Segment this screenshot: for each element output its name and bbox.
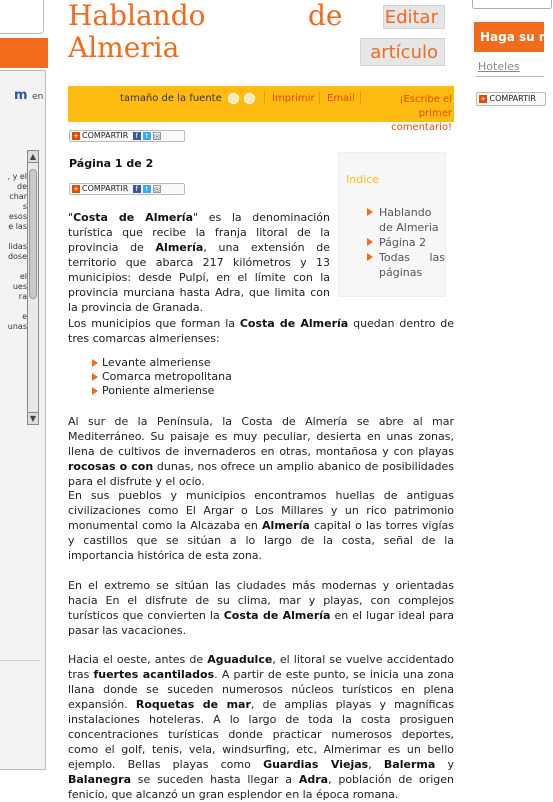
twitter-icon[interactable]: t	[143, 185, 151, 193]
email-link[interactable]: Email	[327, 93, 355, 104]
left-panel-heading: m en	[14, 88, 44, 103]
list-item: Comarca metropolitana	[92, 370, 232, 384]
left-panel-line: e	[22, 312, 27, 321]
article-paragraph	[68, 488, 454, 563]
font-size-label: tamaño de la fuente	[120, 93, 222, 104]
left-scrollbar[interactable]	[27, 150, 39, 425]
plus-icon: +	[73, 184, 79, 193]
toolbar-separator	[319, 92, 320, 104]
title-word-3: Almeria	[68, 31, 180, 64]
text: y	[435, 758, 454, 771]
article-paragraph	[68, 316, 454, 346]
plus-icon: +	[480, 94, 486, 103]
left-panel-line	[0, 232, 27, 242]
bold-text: Adra	[298, 773, 329, 786]
bold-text: fuertes acantilados	[93, 668, 215, 681]
text: " es la denominación turística que recibe la franja litoral de la provincia de	[68, 211, 330, 254]
bold-text: Balerma	[383, 758, 436, 771]
bold-text: Almería	[155, 241, 204, 254]
text: , una extensión de territorio que abarca 217 kilómetros y 13 municipios: desde Pulpí, en el límite con la provincia murciana hasta Adra, que limita con la provincia de Granada.	[68, 241, 331, 314]
left-panel-line: unas	[7, 322, 27, 331]
right-share-label: COMPARTIR	[489, 94, 536, 103]
left-orange-header	[0, 38, 48, 68]
text: Al sur de la Península, la Costa de Almería se abre al mar Mediterráneo. Su paisaje es muy peculiar, desierta en unas zonas, llena de cultivos de invernaderos en otras, montañosa y con playas	[68, 415, 454, 458]
right-top-box	[472, 0, 552, 9]
index-list	[365, 205, 445, 280]
index-item[interactable]: Todas las páginas	[365, 250, 445, 280]
font-decrease-icon[interactable]	[228, 93, 239, 104]
left-panel-line: de	[17, 182, 27, 191]
left-panel-line: char	[9, 192, 27, 201]
text: Hacia el oeste, antes de	[68, 653, 208, 666]
email-icon[interactable]: ✉	[153, 132, 160, 141]
toolbar-separator	[264, 92, 265, 104]
bold-text: Guardias Viejas	[263, 758, 369, 771]
text: en el lugar ideal para pasar las vacaciones.	[68, 609, 454, 637]
text: En el extremo se sitúan las ciudades más modernas y orientadas hacia	[68, 579, 454, 607]
edit-button[interactable]: Editar	[383, 5, 445, 29]
share-button[interactable]	[69, 130, 185, 142]
scroll-up-icon[interactable]: ▲	[29, 152, 37, 161]
text: En sus pueblos y municipios encontramos huellas de antiguas civilizaciones como El Argar o Los Millares y un rico patrimonio monumental como la Alcazaba en	[68, 489, 454, 532]
title-word-2: de	[308, 0, 343, 32]
text: , población de origen fenicio, que alcanzó un gran esplendor en la época romana.	[68, 773, 454, 801]
left-panel-line: ra	[18, 292, 27, 301]
toolbar-separator	[360, 92, 361, 104]
right-share-button[interactable]	[476, 92, 546, 106]
text: capital o las torres vigías y castillos que se sitúan a lo largo de la costa, señal de la importancia histórica de esta zona.	[68, 519, 454, 562]
left-panel-line	[0, 262, 27, 272]
twitter-icon[interactable]: t	[143, 132, 151, 140]
text: , de amplias playas y magníficas instalaciones hoteleras. A lo largo de toda la costa prosiguen concentraciones turísticas donde practicar numerosos deportes, como el golf, tenis, vela, windsurfing, etc, Almerimar es un bello ejemplo. Bellas playas como	[68, 698, 455, 771]
left-panel-line: el	[19, 272, 27, 281]
article-paragraph	[68, 652, 454, 802]
text: quedan dentro de tres comarcas almerienses:	[68, 317, 454, 345]
left-panel-text	[0, 172, 27, 332]
article-paragraph	[68, 578, 454, 638]
index-title: Indice	[346, 173, 380, 186]
bold-text: Roquetas de mar	[135, 698, 251, 711]
scroll-thumb[interactable]	[29, 169, 37, 299]
left-panel-line: esos	[8, 212, 27, 221]
bold-text: Costa de Almería	[73, 211, 194, 224]
index-box	[338, 152, 446, 297]
edit-article-button[interactable]: artículo	[360, 38, 445, 66]
facebook-icon[interactable]: f	[133, 185, 141, 193]
index-item[interactable]: Página 2	[365, 235, 445, 250]
article-toolbar	[68, 86, 454, 133]
page-indicator: Página 1 de 2	[69, 157, 154, 170]
bold-text: Costa de Almería	[239, 317, 349, 330]
text: , el litoral se vuelve accidentado tras	[68, 653, 454, 681]
text: . A partir de este punto, se inicia una zona llana donde se suceden numerosos núcleos turísticos en plena expansión.	[68, 668, 454, 711]
right-sidebar-heading: Haga su re	[474, 22, 544, 52]
share-label: COMPARTIR	[82, 184, 129, 193]
left-panel-line: e las	[8, 222, 27, 231]
left-panel-line: , y el	[7, 172, 27, 181]
email-icon[interactable]: ✉	[153, 185, 160, 194]
list-item: Poniente almeriense	[92, 384, 232, 398]
text: "	[68, 211, 74, 224]
article-paragraph	[68, 210, 330, 315]
scroll-down-icon[interactable]: ▼	[29, 414, 37, 423]
facebook-icon[interactable]: f	[133, 132, 141, 140]
text: ,	[368, 758, 384, 771]
left-top-box	[0, 0, 44, 34]
title-word-1: Hablando	[68, 0, 206, 32]
text: En el disfrute de su clima, mar y playas, con complejos turísticos que convierten la	[68, 594, 454, 622]
text: Los municipios que forman la	[68, 317, 240, 330]
bold-text: Almería	[262, 519, 310, 532]
hoteles-link[interactable]: Hoteles	[478, 60, 520, 73]
index-item[interactable]: Hablando de Almeria	[365, 205, 445, 235]
print-link[interactable]: Imprimir	[272, 93, 315, 104]
plus-icon: +	[73, 131, 79, 140]
left-panel-line	[0, 302, 27, 312]
share-label: COMPARTIR	[82, 131, 129, 140]
list-item: Levante almeriense	[92, 356, 232, 370]
bold-text: Balanegra	[68, 773, 132, 786]
article-paragraph	[68, 414, 454, 489]
text: se suceden hasta llegar a	[131, 773, 299, 786]
font-increase-icon[interactable]	[244, 93, 255, 104]
left-panel-line: s	[22, 202, 27, 211]
left-panel-line: lidas	[8, 242, 27, 251]
comarcas-list	[92, 356, 232, 398]
left-sidebar	[0, 0, 48, 800]
left-panel-line: ues	[12, 282, 27, 291]
share-button[interactable]	[69, 183, 185, 195]
bold-text: rocosas o con	[68, 460, 154, 473]
comment-link[interactable]: ¡Escribe el primer comentario!	[391, 94, 452, 133]
left-divider	[0, 660, 40, 661]
bold-text: Aguadulce	[207, 653, 273, 666]
bold-text: Costa de Almería	[223, 609, 331, 622]
text: dunas, nos ofrece un amplio abanico de posibilidades para el disfrute y el ocio.	[68, 460, 454, 488]
left-panel-line: dose	[7, 252, 27, 261]
right-divider	[476, 76, 544, 77]
